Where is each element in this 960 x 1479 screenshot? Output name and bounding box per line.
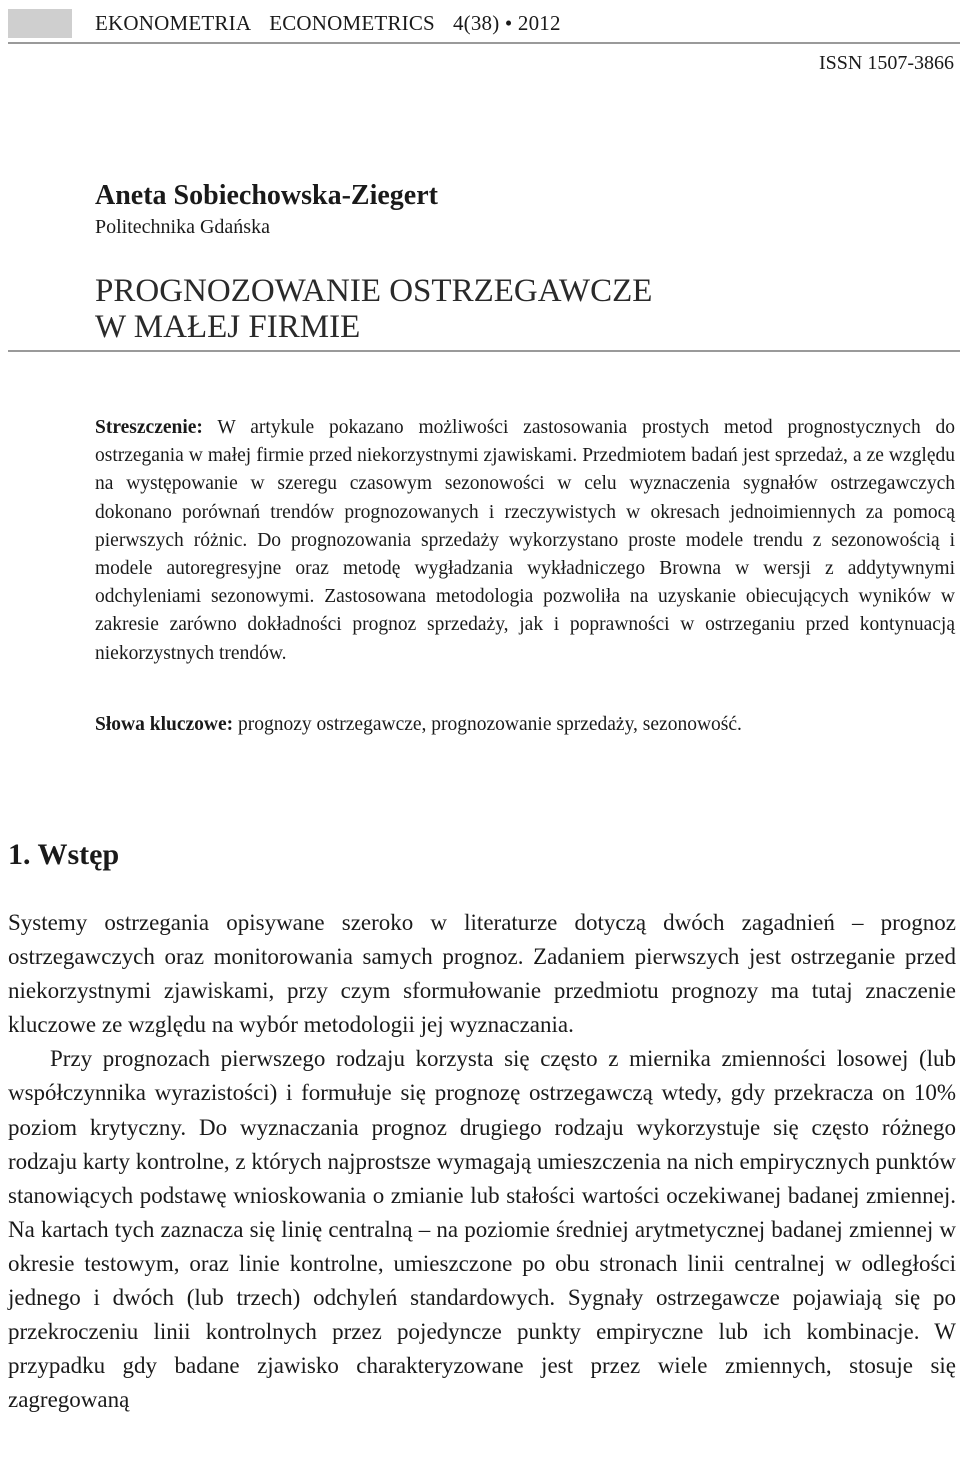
section-body (8, 906, 956, 1417)
section-heading: 1. Wstęp (8, 838, 120, 871)
abstract-text: W artykule pokazano możliwości zastosowania prostych metod prognostycznych do ostrzegania w małej firmie przed niekorzystnymi zjawiskami. Przedmiotem badań jest sprzedaż, a ze względu na występowanie w szeregu czasowym sezonowości w celu wyznaczenia sygnałów ostrzegawczych dokonano porównań trendów prognozowanych i rzeczywistych w okresach jednoimiennych za pomocą pierwszych różnic. Do prognozowania sprzedaży wykorzystano proste modele trendu z sezonowością i modele autoregresyjne oraz metodę wygładzania wykładniczego Browna w wersji z addytywnymi odchyleniami sezonowymi. Zastosowana metodologia pozwoliła na uzyskanie obiecujących wyników w zakresie zarówno dokładności prognoz sprzedaży, jak i poprawności w ostrzeganiu przed kontynuacją niekorzystnych trendów. (95, 417, 955, 664)
journal-name-pl: EKONOMETRIA (95, 11, 252, 35)
paragraph: Przy prognozach pierwszego rodzaju korzysta się często z miernika zmienności losowej (lub współczynnika wyrazistości) i formułuje się prognozę ostrzegawczą wtedy, gdy przekracza on 10% poziom krytyczny. Do wyznaczania prognoz drugiego rodzaju wykorzystuje się często różnego rodzaju karty kontrolne, z których najprostsze wymagają umieszczenia na nich empirycznych punktów stanowiących podstawę wnioskowania o zmianie lub stałości wartości oczekiwanej badanej zmiennej. Na kartach tych zaznacza się linię centralną – na poziomie średniej arytmetycznej badanej zmiennej w okresie testowym, oraz linie kontrolne, umieszczone po obu stronach linii centralnej w odległości jednego i dwóch (lub trzech) odchyleń standardowych. Sygnały ostrzegawcze pojawiają się po przekroczeniu linii kontrolnych przez pojedyncze punkty empiryczne lub ich kombinacje. W przypadku gdy badane zjawisko charakteryzowane jest przez wiele zmiennych, stosuje się zagregowaną (8, 1046, 956, 1413)
title-line-1: PROGNOZOWANIE OSTRZEGAWCZE (95, 273, 653, 309)
header-rule (8, 42, 960, 44)
title-rule (8, 350, 960, 352)
author-name: Aneta Sobiechowska-Ziegert (95, 180, 438, 211)
paragraph: Systemy ostrzegania opisywane szeroko w literaturze dotyczą dwóch zagadnień – prognoz ostrzegawczych oraz monitorowania samych prognoz. Zadaniem pierwszych jest ostrzeganie przed niekorzystnymi zjawiskami, przy czym sformułowanie przedmiotu prognozy ma tutaj znaczenie kluczowe ze względu na wybór metodologii jej wyznaczania. (8, 910, 956, 1038)
keywords-label: Słowa kluczowe: (95, 714, 234, 735)
article-title (95, 273, 652, 345)
journal-name-en: ECONOMETRICS (269, 11, 435, 35)
author-affiliation: Politechnika Gdańska (95, 216, 270, 238)
keywords (95, 714, 955, 736)
title-line-2: W MAŁEJ FIRMIE (95, 309, 361, 345)
abstract (95, 414, 955, 668)
abstract-label: Streszczenie: (95, 417, 203, 438)
keywords-text: prognozy ostrzegawcze, prognozowanie sprzedaży, sezonowość. (238, 714, 742, 735)
header-color-block (8, 9, 72, 38)
issn: ISSN 1507-3866 (818, 52, 954, 74)
journal-header (95, 11, 579, 36)
journal-issue: 4(38) • 2012 (452, 11, 561, 35)
